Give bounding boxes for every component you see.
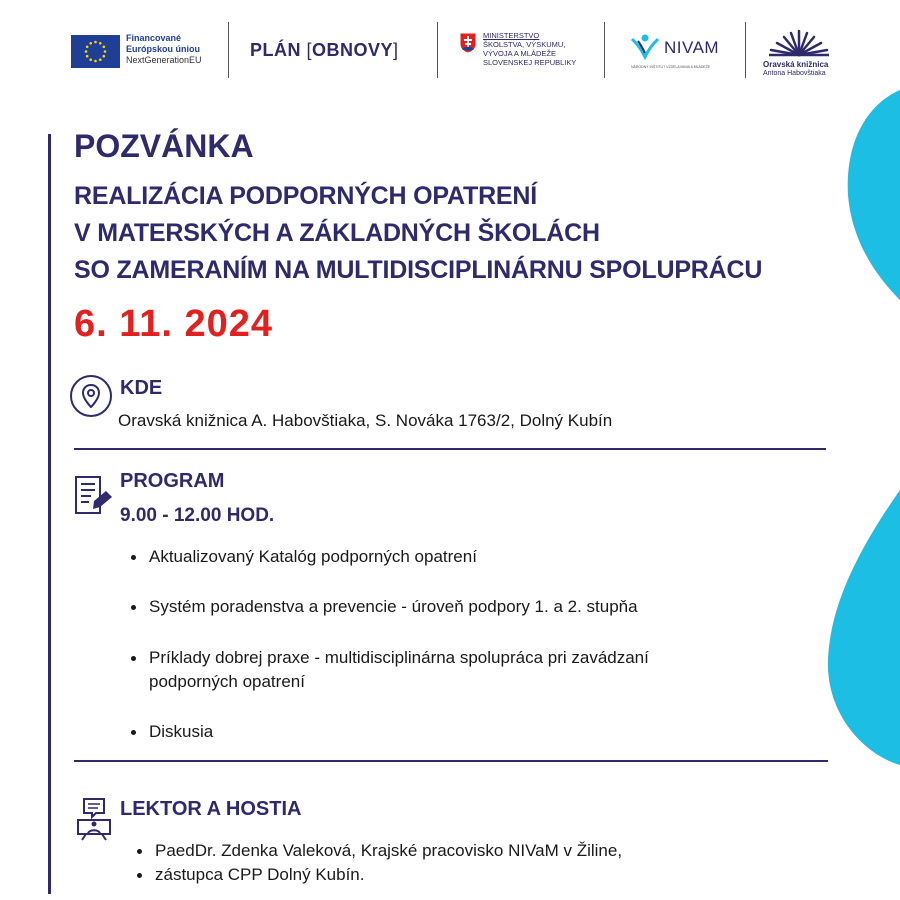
list-item: Diskusia <box>129 720 213 744</box>
subtitle-line-2: V MATERSKÝCH A ZÁKLADNÝCH ŠKOLÁCH <box>74 219 600 247</box>
invitation-title: POZVÁNKA <box>74 128 254 164</box>
program-list <box>129 545 477 569</box>
event-date: 6. 11. 2024 <box>74 303 274 345</box>
list-item: zástupca CPP Dolný Kubín. <box>135 863 622 887</box>
nivam-name: NIVAM <box>664 38 720 57</box>
nivam-logo-icon <box>630 33 660 61</box>
subtitle-line-1: REALIZÁCIA PODPORNÝCH OPATRENÍ <box>74 182 537 210</box>
slovak-coat-of-arms-icon <box>459 32 477 54</box>
list-item: Príklady dobrej praxe - multidisciplinárna spolupráca pri zavádzaní podporných opatrení <box>129 646 649 694</box>
divider-1 <box>74 448 826 450</box>
presenter-icon <box>74 796 114 842</box>
library-subname: Antona Habovštiaka <box>763 70 826 77</box>
program-heading: PROGRAM <box>120 470 225 492</box>
speakers-heading: LEKTOR A HOSTIA <box>120 798 302 820</box>
program-list-2 <box>129 595 638 619</box>
list-item: PaedDr. Zdenka Valeková, Krajské pracovisko NIVaM v Žiline, <box>135 839 622 863</box>
program-time: 9.00 - 12.00 HOD. <box>120 505 275 526</box>
decorative-cyan-shape-bottom <box>820 490 900 770</box>
list-item: Systém poradenstva a prevencie - úroveň podpory 1. a 2. stupňa <box>129 595 638 619</box>
plan-obnovy-logo: PLÁN [OBNOVY] <box>250 40 399 60</box>
library-book-rays-icon <box>766 28 832 58</box>
decorative-cyan-shape-top <box>840 85 900 310</box>
nivam-subtitle: NÁRODNÝ INŠTITÚT VZDELÁVANIA A MLÁDEŽE <box>631 65 711 69</box>
subtitle-line-3: SO ZAMERANÍM NA MULTIDISCIPLINÁRNU SPOLUPRÁCU <box>74 256 763 284</box>
document-edit-icon <box>72 473 116 517</box>
ministry-text: MINISTERSTVO ŠKOLSTVA, VÝSKUMU, VÝVOJA A MLÁDEŽE SLOVENSKEJ REPUBLIKY <box>483 31 577 67</box>
logo-bar <box>0 0 900 100</box>
eu-flag-icon <box>71 35 120 68</box>
list-item: Aktualizovaný Katalóg podporných opatrení <box>129 545 477 569</box>
speakers-list <box>135 839 622 887</box>
location-pin-icon <box>69 374 113 418</box>
left-accent-rule <box>48 134 51 894</box>
where-heading: KDE <box>120 377 163 399</box>
divider-2 <box>74 760 828 762</box>
eu-funding-text: Financované Európskou úniou NextGenerationEU <box>126 33 202 65</box>
library-name: Oravská knižnica <box>763 60 829 69</box>
program-list-3 <box>129 646 649 694</box>
event-address: Oravská knižnica A. Habovštiaka, S. Nováka 1763/2, Dolný Kubín <box>118 411 613 430</box>
program-list-4 <box>129 720 213 744</box>
